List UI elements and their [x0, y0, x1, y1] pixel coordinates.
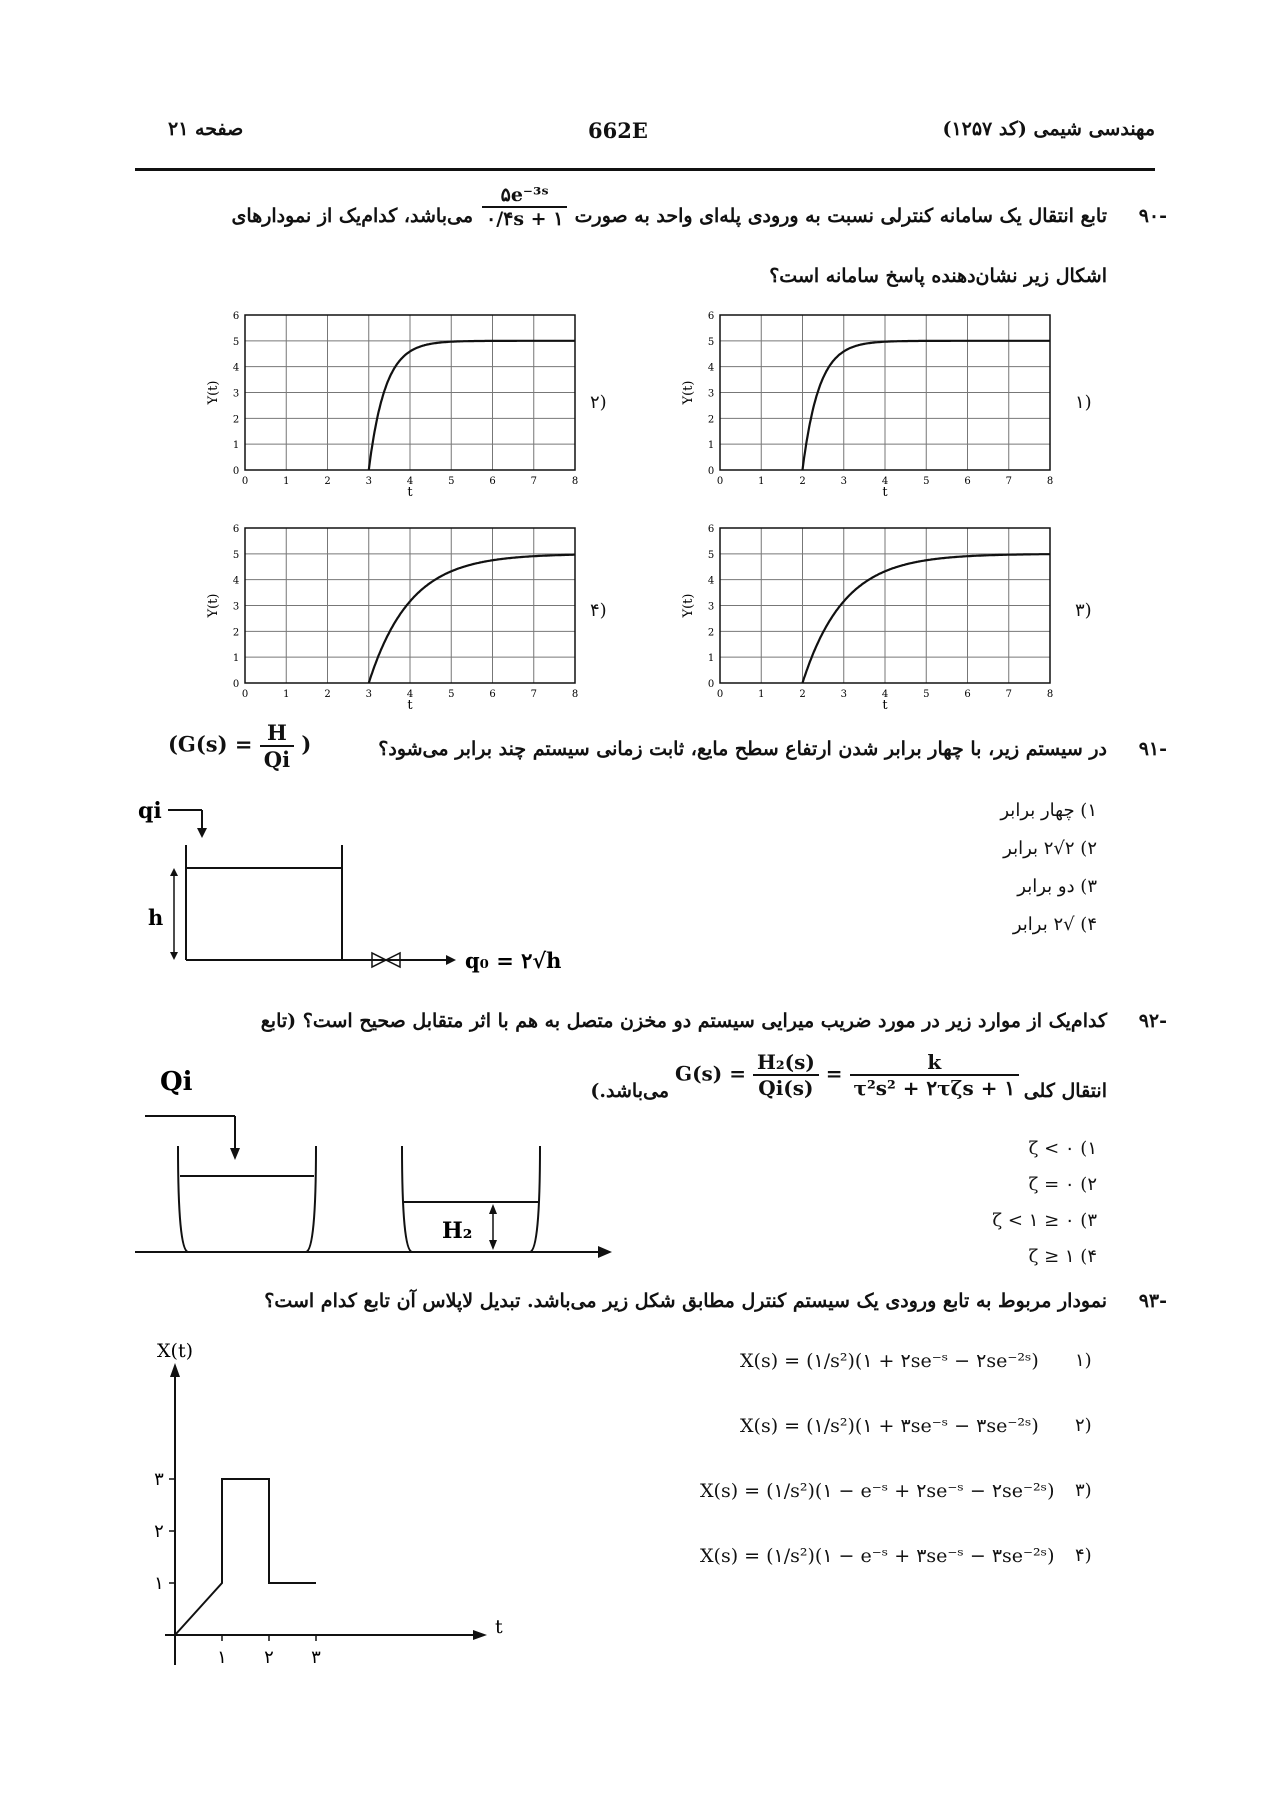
chart-x-tick: 0 [241, 476, 249, 487]
q92-number: -۹۲ [1138, 1010, 1167, 1032]
chart-1 [681, 311, 1053, 500]
chart-x-tick: 0 [716, 476, 724, 487]
q91-option-2: ۲) ۲√۲ برابر [1003, 838, 1097, 859]
chart-x-tick: 6 [964, 689, 971, 700]
q90-option-2-label: ۲) [590, 392, 607, 413]
q91-option-3: ۳) دو برابر [1017, 876, 1097, 897]
q93-y-arrow-icon [170, 1363, 180, 1377]
chart-y-label: Y(t) [681, 380, 696, 405]
q90-line2: اشکال زیر نشان‌دهنده پاسخ سامانه است؟ [769, 265, 1107, 287]
chart-x-tick: 6 [489, 689, 496, 700]
chart-y-tick: 5 [232, 549, 240, 561]
q92-k-den: τ²s² + ۲τζs + ۱ [853, 1076, 1016, 1100]
q93-option-1-expr: X(s) = (۱/s²)(۱ + ۲se⁻ˢ − ۲se⁻²ˢ) [740, 1350, 1039, 1372]
q92-formula: G(s) = $\frac{\text{H₂(s)}}{Qi(s)}$ = $\frac{k}{\text{τ²s² + ۲τζs + ۱}}$ [675, 1050, 1019, 1100]
q92-option-3: ۳) ۰ ≤ ζ < ۱ [992, 1210, 1097, 1231]
chart-x-label: t [407, 698, 413, 713]
q91-inflow-arrow-icon [197, 828, 207, 838]
chart-x-tick: 2 [324, 689, 331, 700]
q93-number: -۹۳ [1138, 1290, 1167, 1312]
chart-x-tick: 3 [365, 476, 372, 487]
chart-x-tick: 2 [799, 476, 806, 487]
q93-option-3-expr: X(s) = (۱/s²)(۱ − e⁻ˢ + ۲se⁻ˢ − ۲se⁻²ˢ) [700, 1480, 1055, 1502]
chart-y-tick: 0 [707, 679, 715, 690]
q93-option-1-label: ۱) [1075, 1350, 1092, 1371]
chart-y-tick: 5 [707, 336, 715, 348]
chart-y-tick: 6 [232, 524, 240, 535]
q92-qi-label: Qi [160, 1067, 193, 1097]
chart-y-tick: 3 [707, 601, 715, 613]
q92-k-num: k [850, 1050, 1020, 1076]
chart-y-tick: 2 [232, 627, 240, 639]
chart-x-tick: 5 [923, 689, 930, 700]
chart-y-tick: 5 [707, 549, 715, 561]
chart-y-tick: 2 [232, 414, 240, 426]
chart-series-line [369, 555, 575, 683]
chart-y-tick: 0 [232, 466, 240, 477]
q92-g-lhs: G(s) = [675, 1061, 746, 1086]
chart-x-tick: 5 [448, 689, 455, 700]
chart-x-tick: 0 [241, 689, 249, 700]
chart-y-tick: 6 [707, 524, 715, 535]
chart-x-tick: 1 [758, 476, 765, 487]
q92-option-1: ۱) ζ < ۰ [1028, 1138, 1097, 1159]
q91-outflow-arrow-icon [446, 955, 456, 965]
q91-formula-num: H [260, 720, 294, 747]
chart-y-tick: 3 [232, 388, 240, 400]
q93-x-tick: ۱ [217, 1647, 227, 1668]
q91-option-1: ۱) چهار برابر [1000, 800, 1097, 821]
chart-y-tick: 4 [232, 575, 240, 587]
q92-text: کدام‌یک از موارد زیر در مورد ضریب میرایی سیستم دو مخزن متصل به هم با اثر متقابل صحیح است؟ (تابع [260, 1010, 1107, 1032]
chart-x-label: t [882, 698, 888, 713]
chart-4 [206, 524, 578, 713]
chart-y-tick: 2 [707, 627, 715, 639]
q92-line2-a: انتقال کلی [1023, 1080, 1107, 1102]
header-rule [135, 168, 1155, 171]
chart-y-tick: 6 [232, 311, 240, 322]
chart-3 [681, 524, 1053, 713]
chart-y-label: Y(t) [681, 593, 696, 618]
chart-x-label: t [882, 485, 888, 500]
q93-input-graph [150, 1335, 590, 1675]
chart-y-tick: 6 [707, 311, 715, 322]
q93-x-tick: ۳ [311, 1647, 321, 1668]
q91-text: در سیستم زیر، با چهار برابر شدن ارتفاع سطح مایع، ثابت زمانی سیستم چند برابر می‌شود؟ [378, 738, 1107, 760]
q92-option-4: ۴) ζ ≥ ۱ [1028, 1246, 1097, 1267]
header-code: 662E [588, 118, 648, 143]
chart-x-tick: 2 [324, 476, 331, 487]
q92-option-2: ۲) ζ = ۰ [1028, 1174, 1097, 1195]
q93-option-4-expr: X(s) = (۱/s²)(۱ − e⁻ˢ + ۳se⁻ˢ − ۳se⁻²ˢ) [700, 1545, 1055, 1567]
q93-option-2-expr: X(s) = (۱/s²)(۱ + ۳se⁻ˢ − ۳se⁻²ˢ) [740, 1415, 1039, 1437]
q93-option-3-label: ۳) [1075, 1480, 1092, 1501]
q90-text-a: تابع انتقال یک سامانه کنترلی نسبت به ورودی پله‌ای واحد به صورت [574, 205, 1107, 227]
chart-y-tick: 5 [232, 336, 240, 348]
chart-y-tick: 4 [707, 362, 715, 374]
chart-x-tick: 8 [571, 689, 579, 700]
chart-x-tick: 7 [530, 689, 537, 700]
q93-x-tick: ۲ [264, 1647, 274, 1668]
q93-x-arrow-icon [473, 1630, 487, 1640]
chart-y-tick: 0 [232, 679, 240, 690]
q93-option-4-label: ۴) [1075, 1545, 1092, 1566]
chart-x-tick: 5 [923, 476, 930, 487]
chart-2 [206, 311, 578, 500]
q91-qo-label: q₀ = ۲√h [465, 948, 562, 973]
q92-tank-1 [178, 1146, 316, 1252]
q93-y-tick: ۳ [154, 1469, 164, 1490]
chart-x-tick: 7 [530, 476, 537, 487]
chart-y-tick: 4 [232, 362, 240, 374]
chart-y-tick: 4 [707, 575, 715, 587]
q91-tank-diagram [120, 790, 580, 980]
q91-option-4: ۴) √۲ برابر [1012, 914, 1097, 935]
header-page: صفحه ۲۱ [168, 118, 244, 140]
chart-y-tick: 3 [707, 388, 715, 400]
chart-x-tick: 7 [1005, 689, 1012, 700]
q90-text-b: می‌باشد، کدام‌یک از نمودارهای [231, 205, 473, 227]
q91-formula-den: Qi [263, 747, 291, 772]
q92-two-tank-diagram [130, 1060, 630, 1270]
q91-number: -۹۱ [1138, 738, 1167, 760]
q90-option-1-label: ۱) [1075, 392, 1092, 413]
q90-tf [482, 184, 567, 230]
chart-x-tick: 3 [840, 689, 847, 700]
chart-x-tick: 4 [881, 689, 889, 700]
chart-y-tick: 1 [707, 653, 715, 665]
q92-outflow-arrow-icon [598, 1246, 612, 1258]
q90-number: -۹۰ [1138, 205, 1167, 227]
chart-y-tick: 0 [707, 466, 715, 477]
chart-y-tick: 3 [232, 601, 240, 613]
chart-x-tick: 8 [1046, 476, 1054, 487]
chart-x-tick: 4 [406, 689, 414, 700]
chart-y-tick: 1 [232, 653, 240, 665]
q92-line2-b: می‌باشد.) [590, 1080, 669, 1102]
chart-x-tick: 3 [365, 689, 372, 700]
chart-x-tick: 2 [799, 689, 806, 700]
q93-signal-line [175, 1479, 316, 1635]
chart-y-tick: 1 [707, 440, 715, 452]
q93-option-2-label: ۲) [1075, 1415, 1092, 1436]
q93-text: نمودار مربوط به تابع ورودی یک سیستم کنترل مطابق شکل زیر می‌باشد. تبدیل لاپلاس آن تابع کدام است؟ [264, 1290, 1107, 1312]
chart-x-tick: 1 [758, 689, 765, 700]
q93-x-label: t [495, 1616, 503, 1638]
q91-qi-label: qi [138, 798, 162, 824]
chart-x-tick: 0 [716, 689, 724, 700]
q90-tf-num: ۵e⁻³ˢ [482, 184, 567, 208]
q92-h2-label: H₂ [442, 1218, 473, 1244]
chart-y-tick: 1 [232, 440, 240, 452]
q93-y-label: X(t) [157, 1340, 193, 1362]
header-course: مهندسی شیمی (کد ۱۲۵۷) [942, 118, 1155, 140]
q92-inflow-arrow-icon [230, 1148, 240, 1160]
chart-x-tick: 4 [406, 476, 414, 487]
chart-x-tick: 8 [571, 476, 579, 487]
chart-x-tick: 8 [1046, 689, 1054, 700]
chart-y-label: Y(t) [206, 593, 221, 618]
q91-formula [168, 720, 311, 772]
chart-y-tick: 2 [707, 414, 715, 426]
chart-x-tick: 1 [283, 476, 290, 487]
chart-x-tick: 1 [283, 689, 290, 700]
q93-y-tick: ۲ [154, 1521, 164, 1542]
chart-x-tick: 6 [489, 476, 496, 487]
chart-y-label: Y(t) [206, 380, 221, 405]
q92-g-den: Qi(s) [758, 1076, 814, 1100]
q91-formula-lhs: (G(s) = [168, 731, 253, 757]
q93-y-tick: ۱ [154, 1573, 164, 1594]
q90-option-3-label: ۳) [1075, 600, 1092, 621]
q90-option-4-label: ۴) [590, 600, 607, 621]
q92-g-num: H₂(s) [753, 1050, 819, 1076]
chart-x-tick: 4 [881, 476, 889, 487]
chart-x-tick: 3 [840, 476, 847, 487]
chart-x-tick: 7 [1005, 476, 1012, 487]
chart-x-tick: 5 [448, 476, 455, 487]
q90-tf-den: ۰/۴s + ۱ [486, 208, 564, 230]
chart-series-line [369, 341, 575, 470]
q91-formula-close: ) [301, 731, 312, 757]
chart-x-tick: 6 [964, 476, 971, 487]
q90-charts [0, 300, 1277, 720]
chart-x-label: t [407, 485, 413, 500]
q91-h-label: h [148, 905, 164, 930]
